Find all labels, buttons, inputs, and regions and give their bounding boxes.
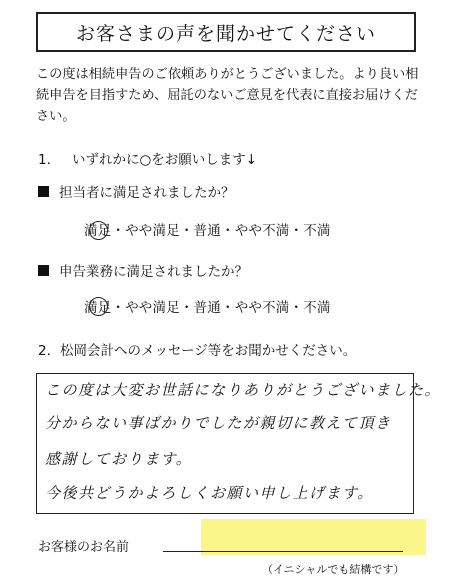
- question-1-number: 1.: [38, 152, 51, 168]
- sub-question-filing: [38, 260, 248, 280]
- name-note: （イニシャルでも結構です）: [262, 563, 405, 576]
- question-1: [38, 148, 257, 168]
- question-2: [38, 339, 356, 359]
- square-bullet-icon: [38, 265, 49, 276]
- handwritten-line: 分からない事ばかりでしたが親切に教えて頂き: [45, 414, 392, 432]
- page-title: お客さまの声を聞かせてください: [36, 12, 416, 52]
- name-input-line[interactable]: [163, 551, 403, 552]
- name-redaction-highlight: [201, 519, 426, 555]
- intro-text: この度は相続申告のご依頼ありがとうございました。より良い相続申告を目指すため、屈託のないご意見を代表に直接お届けください。: [36, 67, 419, 124]
- question-2-number: 2.: [38, 343, 51, 359]
- name-label: お客様のお名前: [38, 540, 130, 555]
- sub-question-staff: [38, 181, 235, 201]
- sub-question-staff-text: 担当者に満足されましたか？: [59, 185, 235, 201]
- question-2-text: 松岡会計へのメッセージ等をお聞かせください。: [60, 343, 357, 359]
- hand-drawn-circle-mark: [89, 297, 108, 316]
- message-box[interactable]: [36, 373, 442, 514]
- handwritten-line: この度は大変お世話になりありがとうございました。: [45, 381, 442, 399]
- rating-choices-staff[interactable]: 満足・やや満足・普通・やや不満・不満: [84, 223, 331, 239]
- handwritten-line: 今後共どうかよろしくお願い申し上げます。: [45, 484, 374, 502]
- handwritten-line: 感謝しております。: [45, 450, 193, 468]
- rating-choices-filing[interactable]: 満足・やや満足・普通・やや不満・不満: [84, 300, 331, 316]
- sub-question-filing-text: 申告業務に満足されましたか？: [59, 264, 248, 280]
- question-1-text: いずれかに○をお願いします↓: [72, 152, 258, 168]
- square-bullet-icon: [38, 186, 49, 197]
- hand-drawn-circle-mark: [89, 221, 108, 240]
